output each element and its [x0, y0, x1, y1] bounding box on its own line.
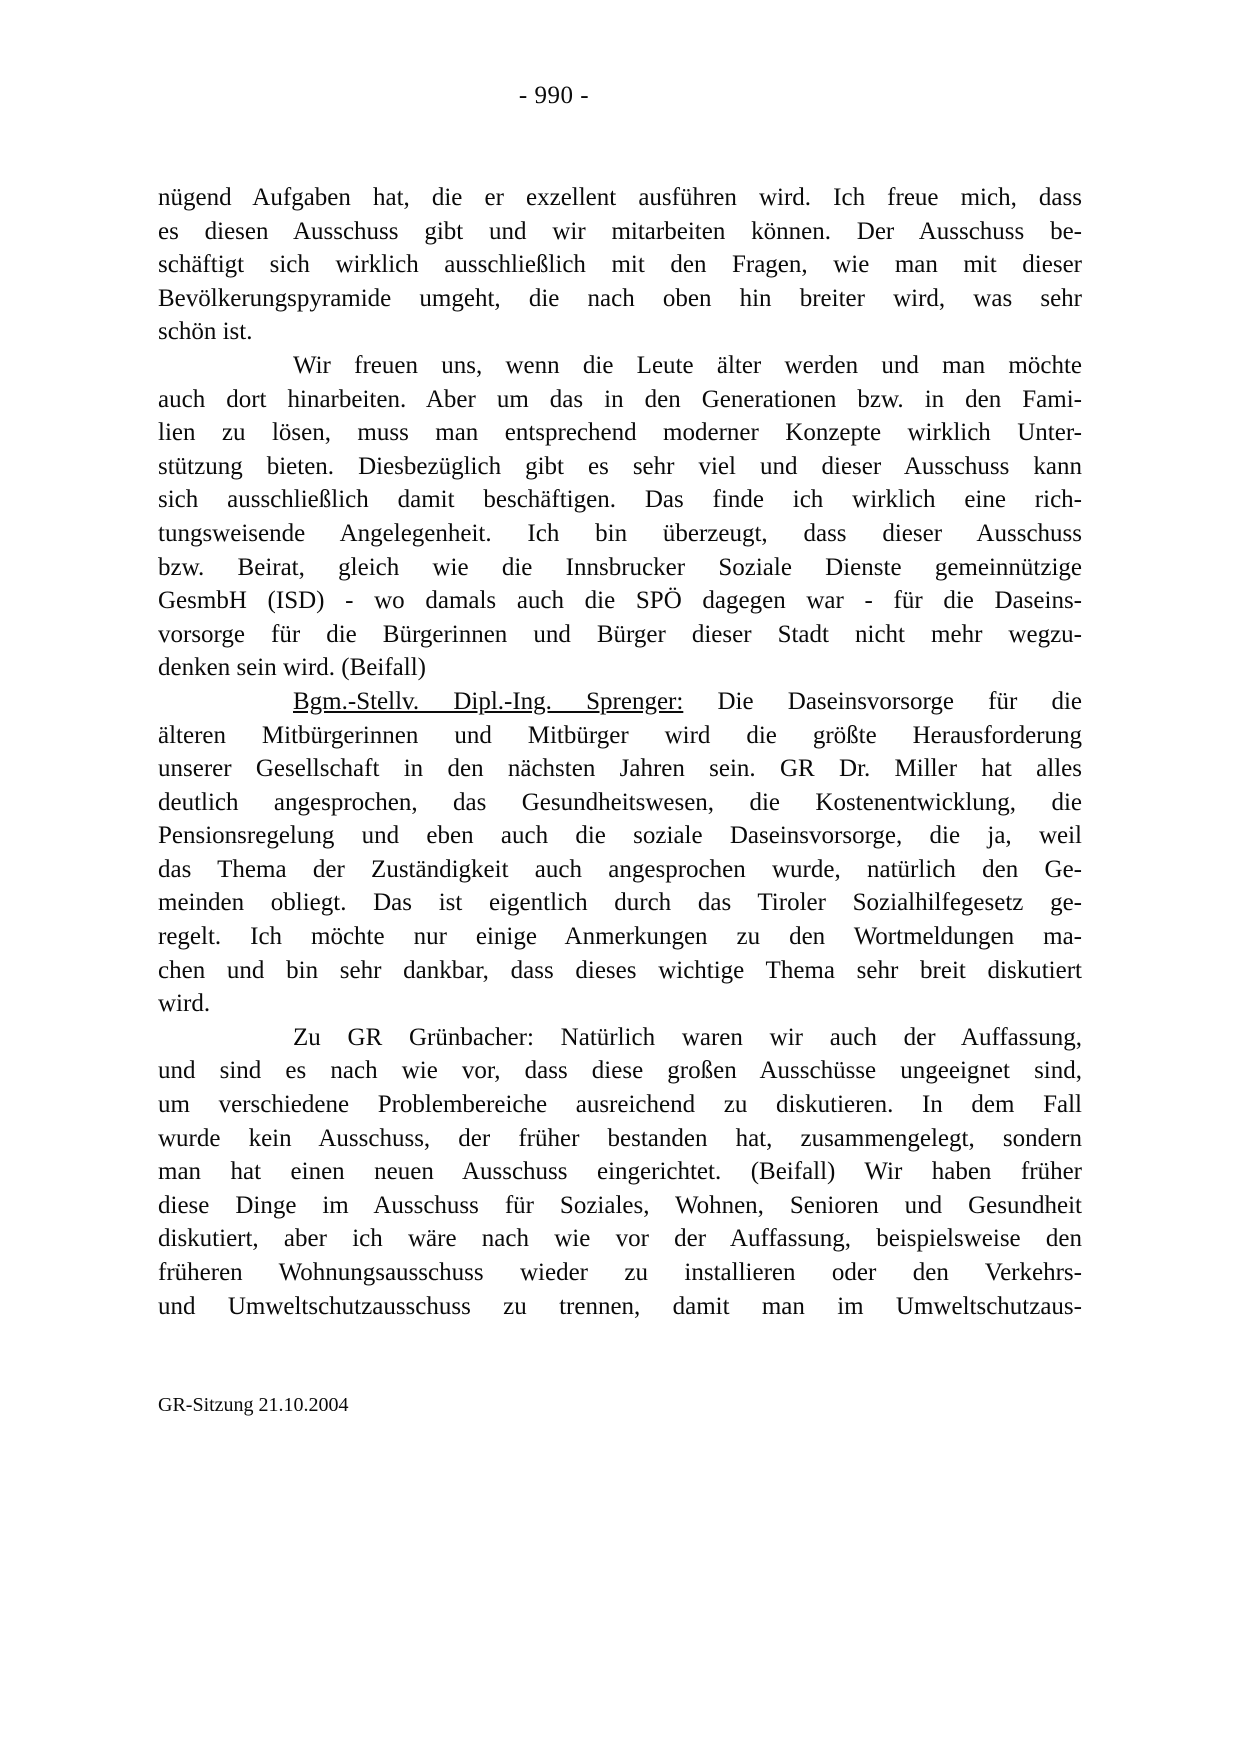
text-block: [158, 181, 1082, 1323]
paragraph-indent: [158, 1044, 293, 1045]
text-line: man hat einen neuen Ausschuss eingerichtet. (Beifall) Wir haben früher: [158, 1158, 1082, 1186]
text-line: sich ausschließlich damit beschäftigen. Das finde ich wirklich eine rich-: [158, 486, 1082, 514]
text-line: chen und bin sehr dankbar, dass dieses wichtige Thema sehr breit diskutiert: [158, 956, 1082, 984]
text-line: Bevölkerungspyramide umgeht, die nach oben hin breiter wird, was sehr: [158, 284, 1082, 312]
text-line: stützung bieten. Diesbezüglich gibt es sehr viel und dieser Ausschuss kann: [158, 452, 1082, 480]
text-line: vorsorge für die Bürgerinnen und Bürger dieser Stadt nicht mehr wegzu-: [158, 620, 1082, 648]
speaker-label: Bgm.-Stellv. Dipl.-Ing. Sprenger:: [293, 687, 684, 715]
text-line: Wir freuen uns, wenn die Leute älter werden und man möchte: [158, 349, 1082, 383]
page-number: - 990 -: [518, 82, 590, 109]
text-line: Pensionsregelung und eben auch die soziale Daseinsvorsorge, die ja, weil: [158, 822, 1082, 850]
text-line: und Umweltschutzausschuss zu trennen, damit man im Umweltschutzaus-: [158, 1292, 1082, 1320]
text-line: meinden obliegt. Das ist eigentlich durch das Tiroler Sozialhilfegesetz ge-: [158, 889, 1082, 917]
text-line: bzw. Beirat, gleich wie die Innsbrucker Soziale Dienste gemeinnützige: [158, 553, 1082, 581]
text-line: auch dort hinarbeiten. Aber um das in den Generationen bzw. in den Fami-: [158, 385, 1082, 413]
text-line: wurde kein Ausschuss, der früher bestanden hat, zusammengelegt, sondern: [158, 1124, 1082, 1152]
text-line: wird.: [158, 990, 211, 1018]
text-line: schäftigt sich wirklich ausschließlich mit den Fragen, wie man mit dieser: [158, 251, 1082, 279]
text-line: Zu GR Grünbacher: Natürlich waren wir auch der Auffassung,: [158, 1021, 1082, 1055]
text-line: schön ist.: [158, 318, 253, 346]
text-line: Bgm.-Stellv. Dipl.-Ing. Sprenger: Die Daseinsvorsorge für die: [158, 685, 1082, 719]
text-line: das Thema der Zuständigkeit auch angesprochen wurde, natürlich den Ge-: [158, 855, 1082, 883]
paragraph-indent: [158, 372, 293, 373]
footer-session-label: GR-Sitzung 21.10.2004: [158, 1394, 349, 1416]
text-line: tungsweisende Angelegenheit. Ich bin überzeugt, dass dieser Ausschuss: [158, 519, 1082, 547]
text-line: älteren Mitbürgerinnen und Mitbürger wird die größte Herausforderung: [158, 721, 1082, 749]
text-line: lien zu lösen, muss man entsprechend moderner Konzepte wirklich Unter-: [158, 419, 1082, 447]
text-line: denken sein wird. (Beifall): [158, 654, 426, 682]
text-line: diese Dinge im Ausschuss für Soziales, Wohnen, Senioren und Gesundheit: [158, 1191, 1082, 1219]
text-line: um verschiedene Problembereiche ausreichend zu diskutieren. In dem Fall: [158, 1091, 1082, 1119]
text-line: es diesen Ausschuss gibt und wir mitarbeiten können. Der Ausschuss be-: [158, 217, 1082, 245]
text-line: regelt. Ich möchte nur einige Anmerkungen zu den Wortmeldungen ma-: [158, 923, 1082, 951]
text-line: deutlich angesprochen, das Gesundheitswesen, die Kostenentwicklung, die: [158, 788, 1082, 816]
text-line: GesmbH (ISD) - wo damals auch die SPÖ dagegen war - für die Daseins-: [158, 587, 1082, 615]
text-line: nügend Aufgaben hat, die er exzellent ausführen wird. Ich freue mich, dass: [158, 184, 1082, 211]
text-line: früheren Wohnungsausschuss wieder zu installieren oder den Verkehrs-: [158, 1259, 1082, 1286]
text-line: unserer Gesellschaft in den nächsten Jahren sein. GR Dr. Miller hat alles: [158, 755, 1082, 783]
text-line: und sind es nach wie vor, dass diese großen Ausschüsse ungeeignet sind,: [158, 1057, 1082, 1085]
paragraph-indent: [158, 708, 293, 709]
text-line: diskutiert, aber ich wäre nach wie vor der Auffassung, beispielsweise den: [158, 1225, 1082, 1253]
